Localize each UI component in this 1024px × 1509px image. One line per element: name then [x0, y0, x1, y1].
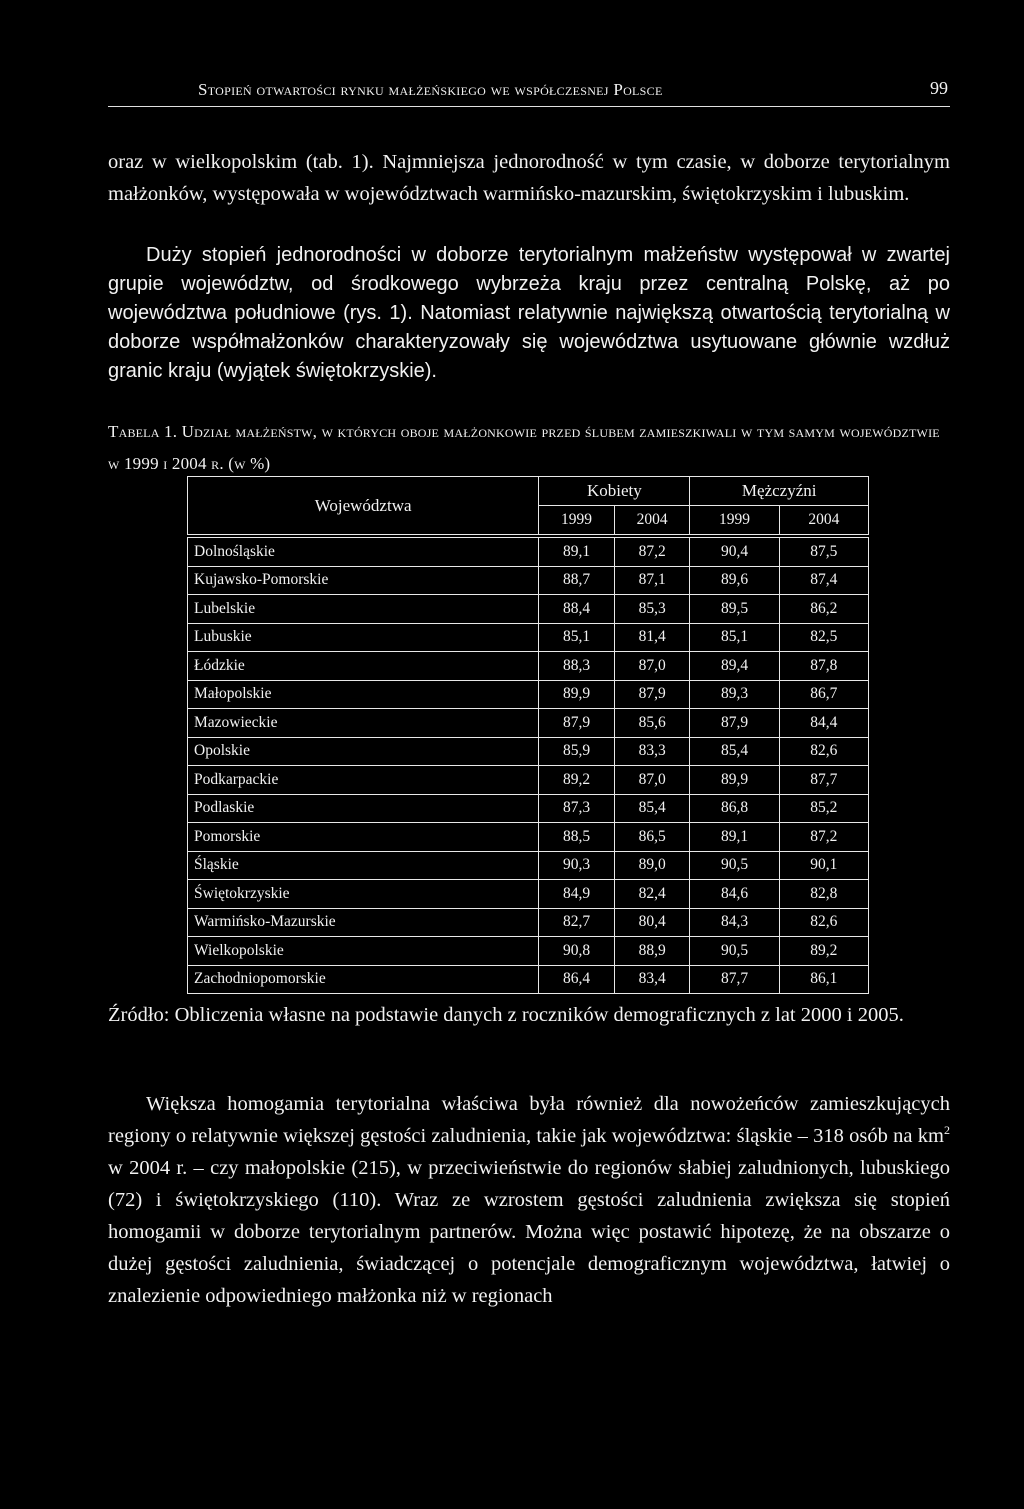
- women-2004-cell: 87,1: [614, 566, 690, 595]
- men-group-header: Mężczyźni: [690, 477, 869, 506]
- region-cell: Wielkopolskie: [188, 937, 539, 966]
- table-row: [188, 823, 869, 852]
- women-2004-cell: 82,4: [614, 880, 690, 909]
- region-cell: Podkarpackie: [188, 766, 539, 795]
- women-2004-cell: 86,5: [614, 823, 690, 852]
- men-2004-cell: 86,7: [779, 680, 868, 709]
- table-caption: Tabela 1. Udział małżeństw, w których oboje małżonkowie przed ślubem zamieszkiwali w tym samym województwie w 1999 i 2004 r. (w %): [108, 422, 940, 473]
- page-number: 99: [930, 78, 948, 98]
- table-row: [188, 937, 869, 966]
- table-row: [188, 794, 869, 823]
- table-body: [188, 536, 869, 994]
- year-header: 1999: [539, 506, 615, 537]
- region-cell: Zachodniopomorskie: [188, 965, 539, 994]
- men-2004-cell: 87,5: [779, 536, 868, 566]
- men-1999-cell: 90,4: [690, 536, 779, 566]
- data-table: [187, 476, 869, 994]
- table-row: [188, 536, 869, 566]
- women-2004-cell: 85,4: [614, 794, 690, 823]
- women-2004-cell: 83,4: [614, 965, 690, 994]
- year-header: 1999: [690, 506, 779, 537]
- region-cell: Małopolskie: [188, 680, 539, 709]
- region-cell: Warmińsko-Mazurskie: [188, 908, 539, 937]
- women-2004-cell: 80,4: [614, 908, 690, 937]
- women-1999-cell: 88,7: [539, 566, 615, 595]
- men-2004-cell: 82,6: [779, 908, 868, 937]
- region-cell: Podlaskie: [188, 794, 539, 823]
- women-1999-cell: 87,9: [539, 709, 615, 738]
- men-1999-cell: 89,5: [690, 595, 779, 624]
- table-row: [188, 680, 869, 709]
- men-2004-cell: 87,7: [779, 766, 868, 795]
- men-2004-cell: 86,2: [779, 595, 868, 624]
- table-row: [188, 595, 869, 624]
- table-row: [188, 566, 869, 595]
- women-2004-cell: 89,0: [614, 851, 690, 880]
- men-2004-cell: 87,2: [779, 823, 868, 852]
- men-2004-cell: 87,8: [779, 652, 868, 681]
- women-2004-cell: 87,0: [614, 766, 690, 795]
- table-row: [188, 623, 869, 652]
- women-1999-cell: 90,8: [539, 937, 615, 966]
- women-group-header: Kobiety: [539, 477, 690, 506]
- year-header: 2004: [779, 506, 868, 537]
- men-1999-cell: 86,8: [690, 794, 779, 823]
- women-1999-cell: 90,3: [539, 851, 615, 880]
- women-1999-cell: 88,3: [539, 652, 615, 681]
- men-1999-cell: 89,1: [690, 823, 779, 852]
- paragraph-3-text-b: w 2004 r. – czy małopolskie (215), w przeciwieństwie do regionów słabiej zaludnionych, lubuskiego (72) i świętokrzyskiego (110). Wraz ze wzrostem gęstości zaludnienia zwiększa się stopień homogamii w doborze terytorialnym partnerów. Można więc postawić hipotezę, że na obszarze o dużej gęstości zaludnienia, świadczącej o potencjale demograficznym województwa, łatwiej o znalezienie odpowiedniego małżonka niż w regionach: [108, 1157, 950, 1307]
- women-1999-cell: 85,9: [539, 737, 615, 766]
- region-cell: Opolskie: [188, 737, 539, 766]
- women-1999-cell: 89,1: [539, 536, 615, 566]
- men-2004-cell: 82,5: [779, 623, 868, 652]
- women-2004-cell: 85,3: [614, 595, 690, 624]
- men-2004-cell: 82,8: [779, 880, 868, 909]
- men-2004-cell: 89,2: [779, 937, 868, 966]
- paragraph-3: [108, 1088, 950, 1312]
- region-cell: Lubuskie: [188, 623, 539, 652]
- women-2004-cell: 87,0: [614, 652, 690, 681]
- table-row: [188, 908, 869, 937]
- region-cell: Kujawsko-Pomorskie: [188, 566, 539, 595]
- paragraph-1: oraz w wielkopolskim (tab. 1). Najmniejsza jednorodność w tym czasie, w doborze terytorialnym małżonków, występowała w województwach warmińsko-mazurskim, świętokrzyskim i lubuskim.: [108, 151, 950, 205]
- men-1999-cell: 89,4: [690, 652, 779, 681]
- men-1999-cell: 87,9: [690, 709, 779, 738]
- men-2004-cell: 90,1: [779, 851, 868, 880]
- region-cell: Łódzkie: [188, 652, 539, 681]
- men-1999-cell: 84,3: [690, 908, 779, 937]
- women-2004-cell: 88,9: [614, 937, 690, 966]
- year-header: 2004: [614, 506, 690, 537]
- women-2004-cell: 83,3: [614, 737, 690, 766]
- running-header: [108, 76, 950, 107]
- women-1999-cell: 87,3: [539, 794, 615, 823]
- women-1999-cell: 88,5: [539, 823, 615, 852]
- men-1999-cell: 89,9: [690, 766, 779, 795]
- women-2004-cell: 85,6: [614, 709, 690, 738]
- men-1999-cell: 85,1: [690, 623, 779, 652]
- region-cell: Mazowieckie: [188, 709, 539, 738]
- women-1999-cell: 84,9: [539, 880, 615, 909]
- women-2004-cell: 81,4: [614, 623, 690, 652]
- men-1999-cell: 90,5: [690, 937, 779, 966]
- table-row: [188, 880, 869, 909]
- men-2004-cell: 84,4: [779, 709, 868, 738]
- source-note: Źródło: Obliczenia własne na podstawie danych z roczników demograficznych z lat 2000 i 2005.: [108, 1004, 904, 1026]
- paragraph-3-text-a: Większa homogamia terytorialna właściwa była również dla nowożeńców zamieszkujących regiony o relatywnie większej gęstości zaludnienia, takie jak województwa: śląskie – 318 osób na km: [108, 1093, 950, 1147]
- table-row: [188, 709, 869, 738]
- region-cell: Dolnośląskie: [188, 536, 539, 566]
- women-1999-cell: 89,9: [539, 680, 615, 709]
- women-1999-cell: 86,4: [539, 965, 615, 994]
- men-1999-cell: 89,3: [690, 680, 779, 709]
- table-row: [188, 737, 869, 766]
- women-2004-cell: 87,2: [614, 536, 690, 566]
- men-1999-cell: 89,6: [690, 566, 779, 595]
- running-title: Stopień otwartości rynku małżeńskiego we współczesnej Polsce: [198, 80, 663, 99]
- region-column-header: Województwa: [188, 477, 539, 537]
- men-1999-cell: 84,6: [690, 880, 779, 909]
- men-2004-cell: 87,4: [779, 566, 868, 595]
- region-cell: Lubelskie: [188, 595, 539, 624]
- men-2004-cell: 85,2: [779, 794, 868, 823]
- region-cell: Śląskie: [188, 851, 539, 880]
- region-cell: Świętokrzyskie: [188, 880, 539, 909]
- women-1999-cell: 85,1: [539, 623, 615, 652]
- men-1999-cell: 85,4: [690, 737, 779, 766]
- women-1999-cell: 89,2: [539, 766, 615, 795]
- paragraph-2: Duży stopień jednorodności w doborze terytorialnym małżeństw występował w zwartej grupie województw, od środkowego wybrzeża kraju przez centralną Polskę, aż po województwa południowe (rys. 1). Natomiast relatywnie największą otwartością terytorialną w doborze współmałżonków charakteryzowały się województwa usytuowane głównie wzdłuż granic kraju (wyjątek świętokrzyskie).: [108, 244, 950, 382]
- men-1999-cell: 87,7: [690, 965, 779, 994]
- table-row: [188, 851, 869, 880]
- table-row: [188, 965, 869, 994]
- men-1999-cell: 90,5: [690, 851, 779, 880]
- region-cell: Pomorskie: [188, 823, 539, 852]
- men-2004-cell: 82,6: [779, 737, 868, 766]
- men-2004-cell: 86,1: [779, 965, 868, 994]
- table-row: [188, 652, 869, 681]
- women-2004-cell: 87,9: [614, 680, 690, 709]
- table-row: [188, 766, 869, 795]
- women-1999-cell: 82,7: [539, 908, 615, 937]
- superscript-2: 2: [944, 1123, 950, 1138]
- women-1999-cell: 88,4: [539, 595, 615, 624]
